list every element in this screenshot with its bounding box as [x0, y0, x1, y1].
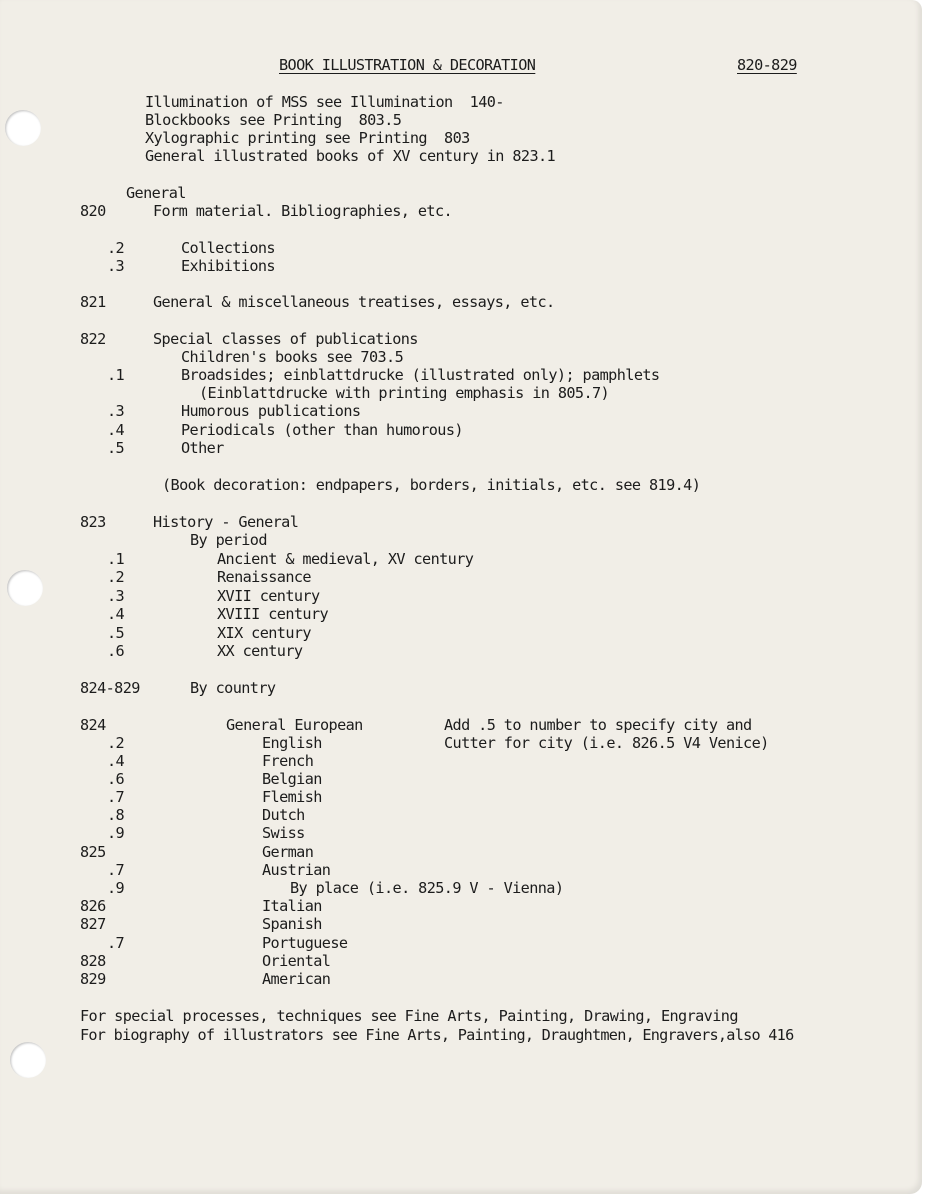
subclass-number: .2: [107, 239, 125, 257]
subclass-caption: Renaissance: [217, 568, 311, 586]
class-caption: History - General: [153, 513, 299, 531]
class-number: 821: [80, 293, 106, 311]
class-number: 827: [80, 915, 106, 933]
subclass-number: .1: [107, 366, 125, 384]
country-note: Add .5 to number to specify city and: [444, 716, 752, 734]
country-caption: Flemish: [262, 788, 322, 806]
country-caption: English: [262, 734, 322, 752]
subclass-caption: Periodicals (other than humorous): [181, 421, 463, 439]
subclass-number: .4: [107, 421, 125, 439]
see-reference: General illustrated books of XV century in 823.1: [145, 147, 556, 165]
class-number: 822: [80, 330, 106, 348]
punch-hole: [7, 570, 43, 606]
class-range: 820-829: [737, 56, 797, 74]
subclass-caption: Humorous publications: [181, 402, 361, 420]
class-caption: Special classes of publications: [153, 330, 418, 348]
by-period-heading: By period: [190, 531, 267, 549]
class-number: 826: [80, 897, 106, 915]
class-number: 820: [80, 202, 106, 220]
subclass-number: .4: [107, 752, 125, 770]
country-caption: Austrian: [262, 861, 331, 879]
subclass-number: .5: [107, 439, 125, 457]
country-caption: German: [262, 843, 314, 861]
country-note: Cutter for city (i.e. 826.5 V4 Venice): [444, 734, 769, 752]
see-reference: Xylographic printing see Printing 803: [145, 129, 470, 147]
country-caption: Dutch: [262, 806, 305, 824]
class-number: 824: [80, 716, 106, 734]
punch-hole: [5, 110, 41, 146]
subclass-caption: XVIII century: [217, 605, 329, 623]
class-number: 823: [80, 513, 106, 531]
subclass-caption: Collections: [181, 239, 275, 257]
subclass-caption: XIX century: [217, 624, 311, 642]
subclass-number: .7: [107, 934, 125, 952]
subclass-number: .2: [107, 734, 125, 752]
class-number: 825: [80, 843, 106, 861]
see-reference: Illumination of MSS see Illumination 140-: [145, 93, 504, 111]
subclass-number: .3: [107, 402, 125, 420]
class-caption: By country: [190, 679, 276, 697]
class-number: 828: [80, 952, 106, 970]
class-number: 829: [80, 970, 106, 988]
country-caption: French: [262, 752, 314, 770]
punch-hole: [10, 1042, 46, 1078]
subclass-caption: Broadsides; einblattdrucke (illustrated only); pamphlets: [181, 366, 660, 384]
subclass-number: .6: [107, 642, 125, 660]
subclass-number: .3: [107, 587, 125, 605]
subclass-number: .7: [107, 861, 125, 879]
country-caption: Italian: [262, 897, 322, 915]
country-caption: Swiss: [262, 824, 305, 842]
general-heading: General: [126, 184, 186, 202]
country-caption: General European: [226, 716, 363, 734]
country-caption: American: [262, 970, 331, 988]
footer-note: For biography of illustrators see Fine Arts, Painting, Draughtmen, Engravers,also 416: [80, 1026, 794, 1044]
subclass-caption: Exhibitions: [181, 257, 275, 275]
subclass-number: .5: [107, 624, 125, 642]
country-caption: Belgian: [262, 770, 322, 788]
footer-note: For special processes, techniques see Fine Arts, Painting, Drawing, Engraving: [80, 1007, 738, 1025]
see-reference: Blockbooks see Printing 803.5: [145, 111, 402, 129]
subclass-number: .8: [107, 806, 125, 824]
see-reference: Children's books see 703.5: [181, 348, 404, 366]
subclass-number: .9: [107, 879, 125, 897]
book-decoration-note: (Book decoration: endpapers, borders, initials, etc. see 819.4): [162, 476, 701, 494]
page-title: BOOK ILLUSTRATION & DECORATION: [279, 56, 536, 74]
class-caption: Form material. Bibliographies, etc.: [153, 202, 453, 220]
country-caption: Spanish: [262, 915, 322, 933]
subclass-caption: Ancient & medieval, XV century: [217, 550, 474, 568]
subclass-number: .4: [107, 605, 125, 623]
subclass-caption: XX century: [217, 642, 303, 660]
subclass-number: .6: [107, 770, 125, 788]
subclass-number: .7: [107, 788, 125, 806]
subclass-number: .1: [107, 550, 125, 568]
subclass-number: .3: [107, 257, 125, 275]
country-caption: Oriental: [262, 952, 331, 970]
subclass-caption: Other: [181, 439, 224, 457]
class-caption: General & miscellaneous treatises, essays, etc.: [153, 293, 555, 311]
country-caption: By place (i.e. 825.9 V - Vienna): [290, 879, 564, 897]
country-caption: Portuguese: [262, 934, 348, 952]
class-number: 824-829: [80, 679, 140, 697]
subclass-caption: XVII century: [217, 587, 320, 605]
subclass-note: (Einblattdrucke with printing emphasis in 805.7): [199, 384, 610, 402]
subclass-number: .2: [107, 568, 125, 586]
subclass-number: .9: [107, 824, 125, 842]
